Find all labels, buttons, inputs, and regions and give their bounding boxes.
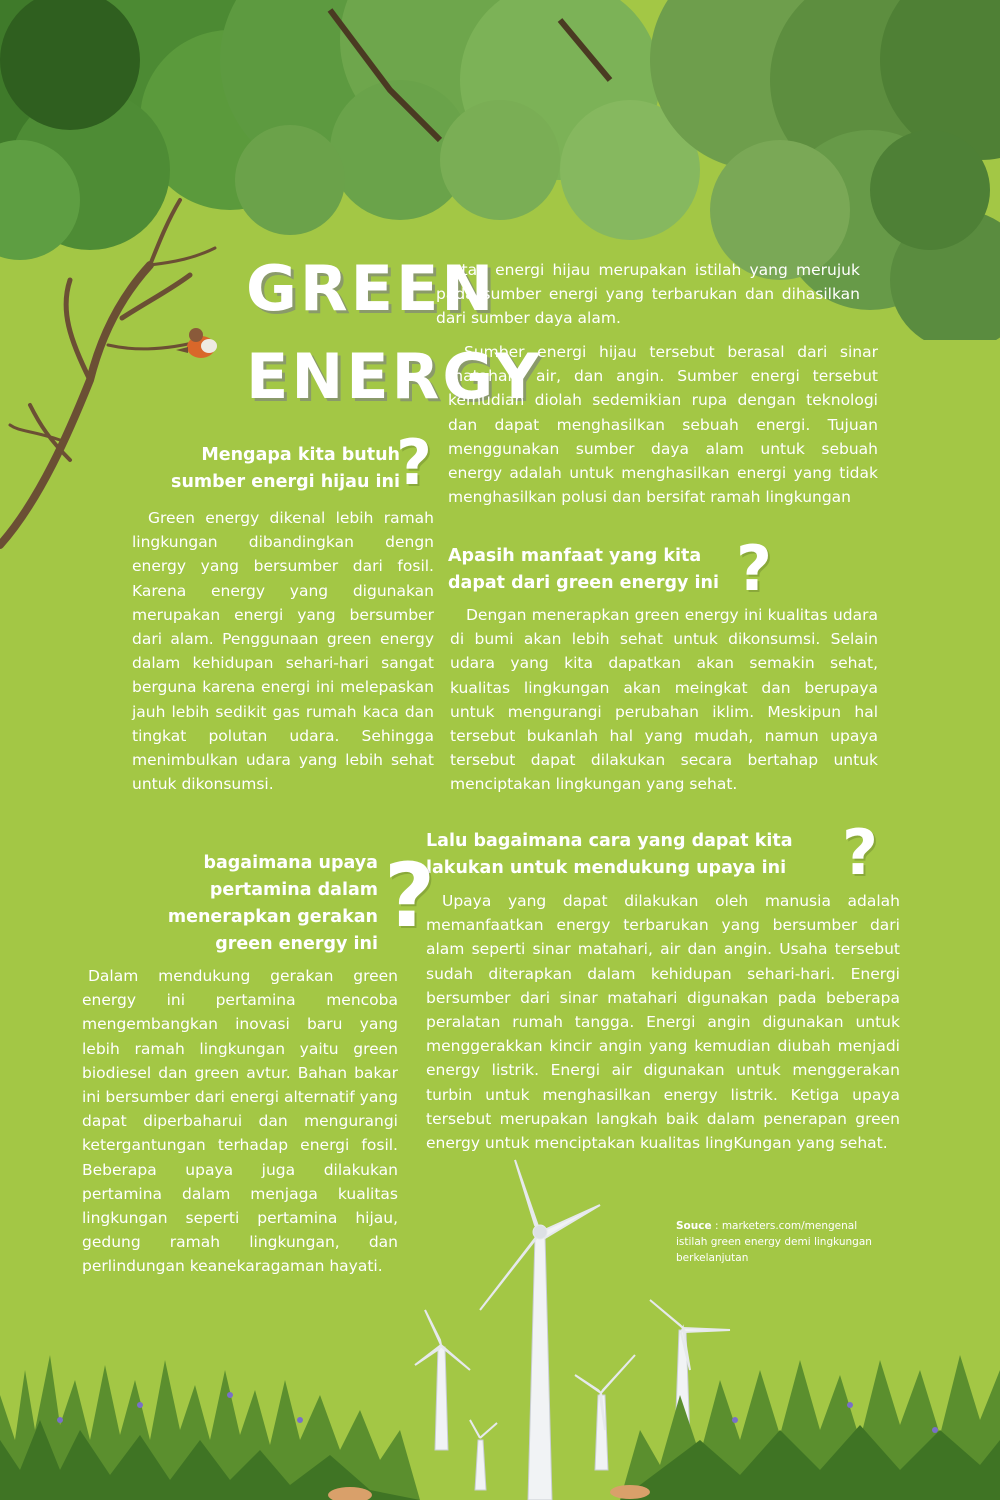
section-heading-pertamina: bagaimana upaya pertamina dalam menerapkan gerakan green energy ini bbox=[167, 853, 378, 954]
poster-title-line1: GREEN bbox=[246, 252, 497, 325]
source-credit bbox=[676, 1218, 886, 1266]
question-mark-icon: ? bbox=[384, 844, 436, 947]
intro-paragraph-2: Sumber energi hijau tersebut berasal dari sinar matahari, air, dan angin. Sumber energi tersebut kemudian diolah sedemikian rupa dengan teknologi dan dapat menghasilkan sebuah energi. Tujuan menggunakan sumber daya alam untuk sebuah energy adalah untuk menghasilkan energi yang tidak menghasilkan polusi dan bersifat ramah lingkungan bbox=[448, 343, 878, 507]
section-body-why: Green energy dikenal lebih ramah lingkungan dibandingkan dengn energy yang bersumber dari fosil. Karena energy yang digunakan merupakan energi yang bersumber dari alam. Penggunaan green energy dalam kehidupan sehari-hari sangat berguna karena energi ini melepaskan jauh lebih sedikit gas rumah kaca dan tingkat polutan udara. Sehingga menimbulkan udara yang lebih sehat untuk dikonsumsi. bbox=[132, 509, 434, 794]
wind-turbine-mid bbox=[575, 1355, 635, 1470]
wind-turbine-large bbox=[480, 1160, 600, 1500]
wind-turbine-left bbox=[415, 1310, 470, 1450]
source-label: Souce bbox=[676, 1220, 712, 1232]
section-body-benefits: Dengan menerapkan green energy ini kualitas udara di bumi akan lebih sehat untuk dikonsumsi. Selain udara yang kita dapatkan akan semakin sehat, kualitas lingkungan akan meingkat dan berupaya untuk mengurangi perubahan iklim. Meskipun hal tersebut bukanlah hal yang mudah, namun upaya tersebut dapat dilakukan secara bertahap untuk menciptakan lingkungan yang sehat. bbox=[450, 606, 878, 794]
question-mark-icon: ? bbox=[736, 532, 772, 605]
intro-paragraph-1: atau energi hijau merupakan istilah yang merujuk pada sumber energi yang terbarukan dan dihasilkan dari sumber daya alam. bbox=[436, 261, 860, 328]
question-mark-icon: ? bbox=[842, 816, 878, 889]
poster-title-line2: ENERGY bbox=[246, 340, 543, 413]
section-heading-why: Mengapa kita butuh sumber energi hijau ini bbox=[171, 445, 400, 492]
section-heading-benefits: Apasih manfaat yang kita dapat dari green energy ini bbox=[448, 546, 719, 593]
grass bbox=[0, 1355, 1000, 1500]
wind-turbine-small bbox=[470, 1420, 497, 1490]
source-separator: : bbox=[711, 1220, 722, 1232]
section-body-pertamina: Dalam mendukung gerakan green energy ini pertamina mencoba mengembangkan inovasi baru yang lebih ramah lingkungan yaitu green biodiesel dan green avtur. Bahan bakar ini bersumber dari energi alternatif yang dapat diperbaharui dan mengurangi ketergantungan terhadap energi fosil. Beberapa upaya juga dilakukan pertamina dalam menjaga kualitas lingkungan seperti pertamina hijau, gedung ramah lingkungan, dan perlindungan keanekaragaman hayati. bbox=[82, 967, 398, 1276]
question-mark-icon: ? bbox=[396, 426, 432, 499]
section-body-how: Upaya yang dapat dilakukan oleh manusia adalah memanfaatkan energy terbarukan yang bersumber dari alam seperti sinar matahari, air dan angin. Usaha tersebut sudah diterapkan dalam kehidupan sehari-hari. Energi bersumber dari sinar matahari digunakan pada beberapa peralatan rumah tangga. Energi angin digunakan untuk menggerakkan kincir angin yang kemudian diubah menjadi energy listrik. Energi air digunakan untuk menggerakan turbin untuk menghasilkan energy listrik. Ketiga upaya tersebut merupakan langkah baik dalam penerapan green energy untuk menciptakan kualitas lingKungan yang sehat. bbox=[426, 892, 900, 1153]
source-text: marketers.com/mengenal istilah green energy demi lingkungan berkelanjutan bbox=[676, 1220, 872, 1264]
section-heading-how: Lalu bagaimana cara yang dapat kita lakukan untuk mendukung upaya ini bbox=[426, 831, 793, 878]
